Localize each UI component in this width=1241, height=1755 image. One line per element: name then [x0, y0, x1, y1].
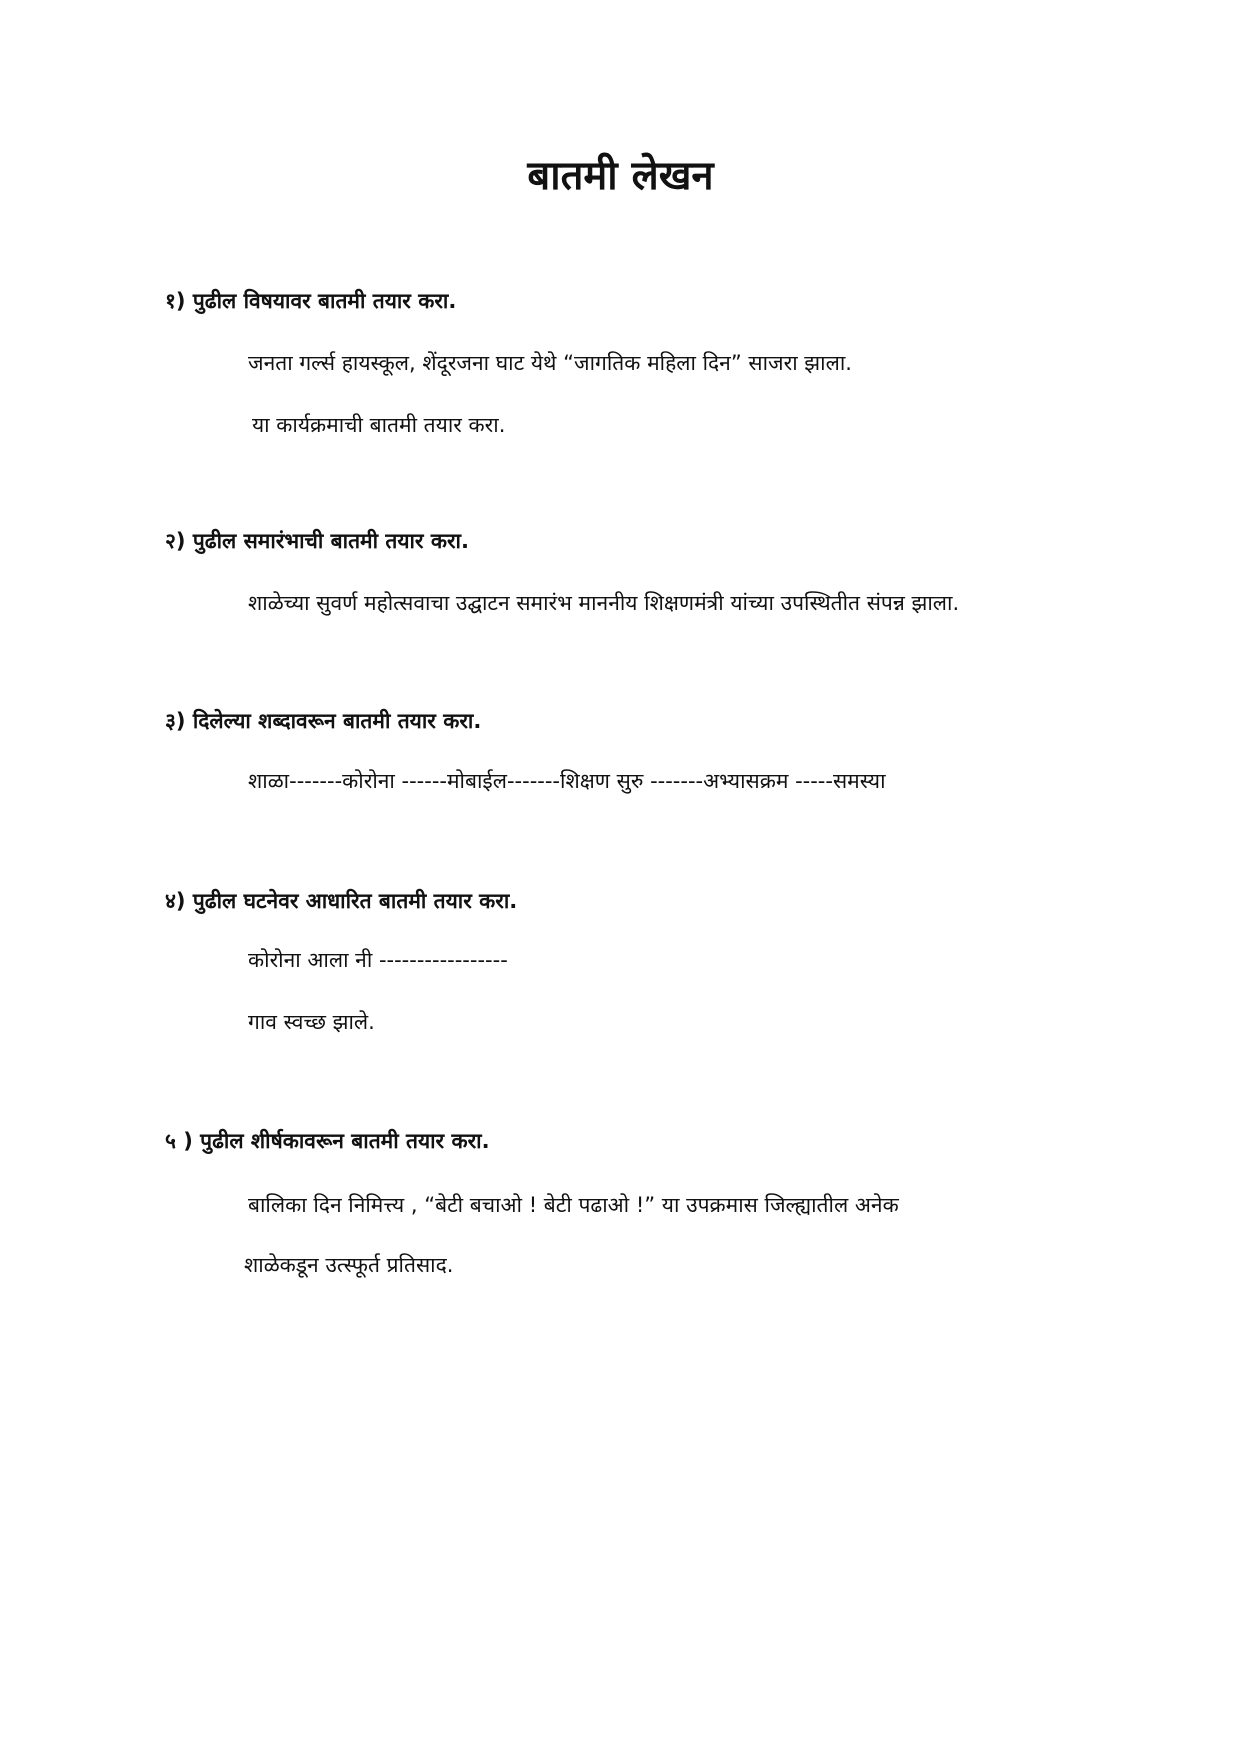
page-title: बातमी लेखन — [527, 153, 714, 199]
section-3-line-1: शाळा-------कोरोना ------मोबाईल-------शिक्षण सुरु -------अभ्यासक्रम -----समस्या — [248, 769, 886, 793]
section-2-heading: २) पुढील समारंभाची बातमी तयार करा. — [165, 529, 469, 553]
section-5-line-1: बालिका दिन निमित्त्य , “बेटी बचाओ ! बेटी पढाओ !” या उपक्रमास जिल्ह्यातील अनेक — [248, 1193, 899, 1217]
section-4-line-1: कोरोना आला नी ----------------- — [248, 948, 508, 972]
section-4-line-2: गाव स्वच्छ झाले. — [248, 1010, 375, 1034]
section-1-line-1: जनता गर्ल्स हायस्कूल, शेंदूरजना घाट येथे “जागतिक महिला दिन” साजरा झाला. — [248, 351, 852, 375]
section-4-heading: ४) पुढील घटनेवर आधारित बातमी तयार करा. — [165, 889, 518, 913]
section-2-line-1: शाळेच्या सुवर्ण महोत्सवाचा उद्घाटन समारंभ माननीय शिक्षणमंत्री यांच्या उपस्थितीत संपन्न झाला. — [248, 591, 960, 615]
section-5-line-2: शाळेकडून उत्स्फूर्त प्रतिसाद. — [244, 1253, 454, 1277]
section-1-heading: १) पुढील विषयावर बातमी तयार करा. — [165, 289, 457, 313]
section-5-heading: ५ ) पुढील शीर्षकावरून बातमी तयार करा. — [165, 1129, 490, 1153]
section-1-line-2: या कार्यक्रमाची बातमी तयार करा. — [252, 413, 506, 437]
section-3-heading: ३) दिलेल्या शब्दावरून बातमी तयार करा. — [165, 709, 482, 733]
